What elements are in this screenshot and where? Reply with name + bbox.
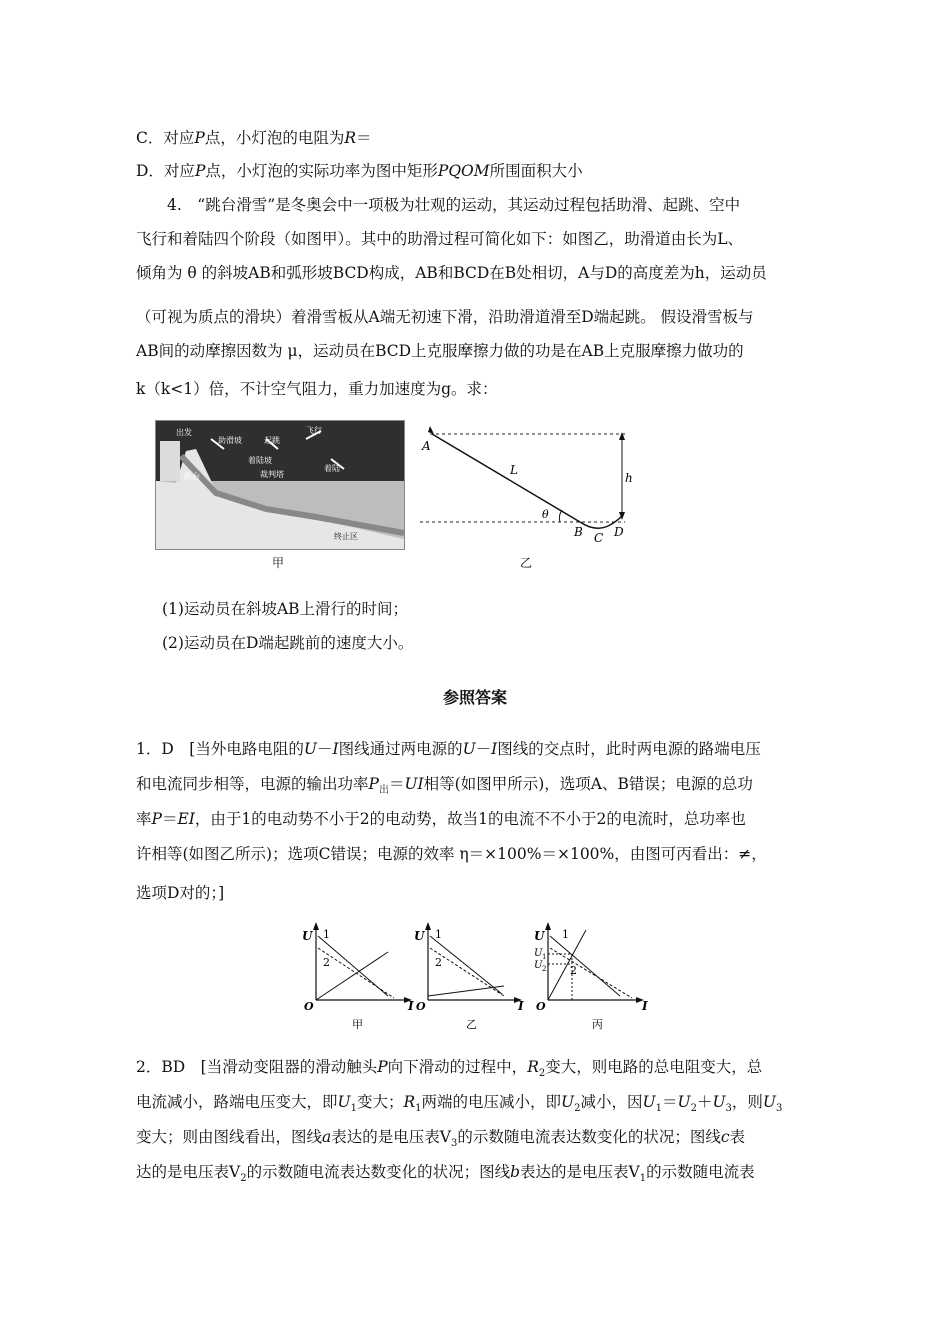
svg-text:O: O [416,1000,426,1013]
svg-text:O: O [304,1000,314,1013]
answer-heading: 参照答案 [442,688,507,707]
photo-label-platform: 跳台 [184,472,200,481]
photo-label-takeoff: 起跳 [264,436,280,445]
svg-text:2: 2 [542,965,547,973]
svg-text:O: O [536,1000,546,1013]
svg-text:I: I [642,999,648,1013]
label-B: B [574,525,583,539]
photo-label-judge-tower: 裁判塔 [260,470,284,479]
svg-text:I: I [408,999,414,1013]
option-c: C．对应P点，小灯泡的电阻为R＝ [136,129,372,147]
label-C: C [594,531,604,545]
ui-graph-bing [534,922,648,1030]
ui-graph-jia [302,922,414,1030]
q4-line-3: 倾角为 θ 的斜坡AB和弧形坡BCD构成，AB和BCD在B处相切，A与D的高度差为h，运动员 [136,264,767,282]
q4-line-5: AB间的动摩擦因数为 μ，运动员在BCD上克服摩擦力做的功是在AB上克服摩擦力做功的 [136,342,744,360]
label-L: L [510,463,518,477]
answer-1-line-3: 率P＝EI，由于1的电动势不小于2的电动势，故当1的电流不不小于2的电流时，总功率也 [136,810,746,828]
ui-caption-yi: 乙 [466,1018,477,1030]
svg-text:2: 2 [435,956,442,969]
svg-text:1: 1 [542,953,547,961]
answer-2-line-1: 2．BD [当滑动变阻器的滑动触头P向下滑动的过程中，$R_2$变大，则电路的总电阻变大，总 [136,1058,763,1080]
caption-yi: 乙 [520,556,533,570]
ui-caption-jia: 甲 [352,1018,363,1030]
ui-graph-yi [414,922,524,1030]
sub-question-1: (1)运动员在斜坡AB上滑行的时间； [162,600,409,618]
svg-text:1: 1 [562,928,569,941]
label-A: A [422,439,431,453]
label-D: D [614,525,624,539]
label-theta: θ [542,508,549,521]
photo-label-landing: 着陆 [324,464,340,473]
answer-1-line-5: 选项D对的；] [136,884,225,902]
ui-graphs [290,918,670,1030]
answer-2-line-2: 电流减小，路端电压变大，即$U_1$变大；$R_1$两端的电压减小，即$U_2$减小，因$U_1=U_2+U_3$，则$U_3$ [136,1093,783,1115]
answer-1-line-4: 许相等(如图乙所示)；选项C错误；电源的效率 η＝×100%＝×100%，由图可丙看出：≠， [136,845,767,863]
photo-label-start: 出发 [176,428,192,437]
ui-caption-bing: 丙 [592,1018,603,1030]
answer-2-line-3: 变大；则由图线看出，图线a表达的是电压表$V_3$的示数随电流表达数变化的状况；图线c表 [136,1128,746,1150]
photo-label-flight: 飞行 [306,426,322,435]
answer-1-line-1: 1．D [当外电路电阻的U－I图线通过两电源的U－I图线的交点时，此时两电源的路端电压 [136,740,761,758]
sub-question-2: (2)运动员在D端起跳前的速度大小。 [162,634,414,652]
svg-text:U: U [534,929,545,943]
photo-label-runway: 助滑坡 [218,436,242,445]
svg-text:1: 1 [323,928,330,941]
answer-1-line-2: 和电流同步相等，电源的输出功率$P_出=UI$相等(如图甲所示)，选项A、B错误；电源的总功 [136,775,753,797]
photo-label-end-zone: 终止区 [334,532,358,541]
caption-jia: 甲 [272,556,285,570]
svg-text:2: 2 [570,964,577,977]
answer-2-line-4: 达的是电压表$V_2$的示数随电流表达数变化的状况；图线b表达的是电压表$V_1$的示数随电流表 [136,1163,755,1185]
svg-text:U: U [414,929,425,943]
svg-text:U: U [534,960,543,971]
svg-text:U: U [302,929,313,943]
ski-jump-illustration [156,421,404,549]
svg-text:I: I [518,999,524,1013]
label-h: h [625,471,633,485]
svg-text:2: 2 [323,956,330,969]
photo-label-landing-slope: 着陆坡 [248,456,272,465]
ski-jump-photo [155,420,405,550]
svg-text:U: U [534,948,543,959]
svg-text:1: 1 [435,928,442,941]
q4-line-4: （可视为质点的滑块）着滑雪板从A端无初速下滑，沿助滑道滑至D端起跳。 假设滑雪板与 [136,308,754,326]
q4-line-6: k（k<1）倍，不计空气阻力，重力加速度为g。求： [136,380,498,398]
slope-diagram [410,418,640,564]
q4-line-1: 4. “跳台滑雪”是冬奥会中一项极为壮观的运动，其运动过程包括助滑、起跳、空中 [136,196,741,214]
option-d: D．对应P点，小灯泡的实际功率为图中矩形PQOM所围面积大小 [136,162,583,180]
q4-line-2: 飞行和着陆四个阶段（如图甲）。其中的助滑过程可简化如下：如图乙，助滑道由长为L、 [136,230,744,248]
